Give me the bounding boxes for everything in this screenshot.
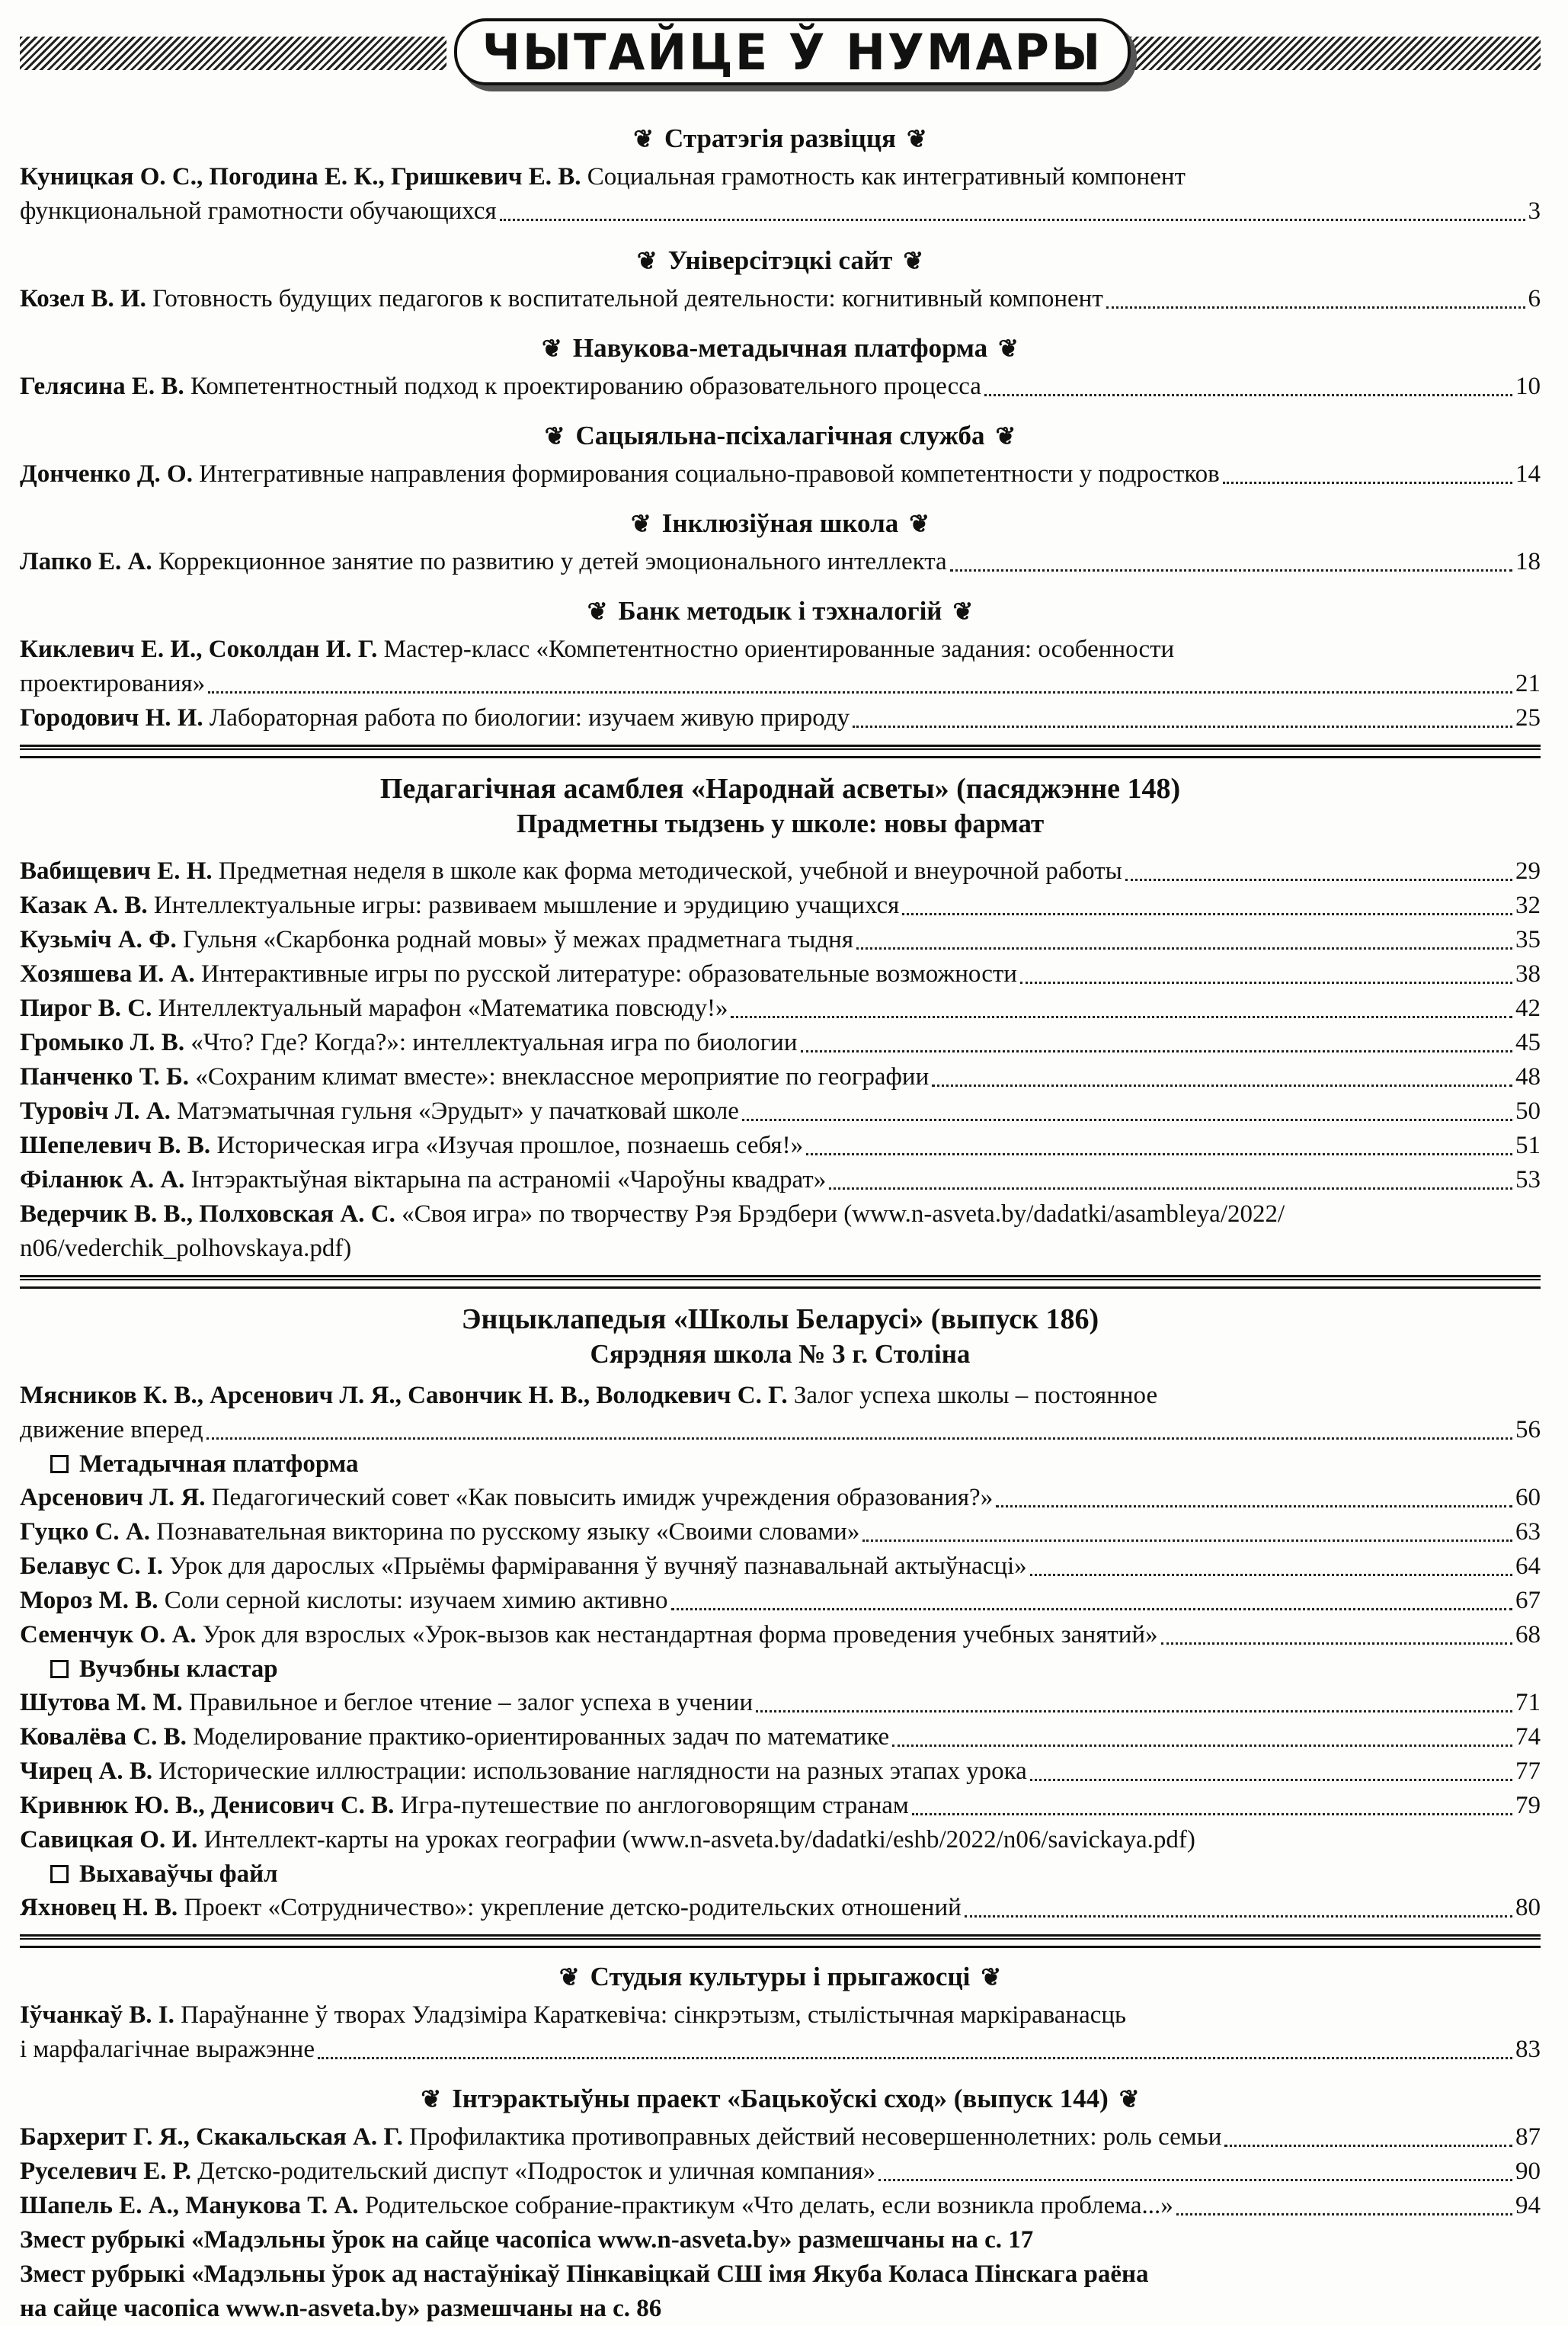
ornament-icon: ❦ — [903, 247, 924, 274]
entry-authors: Белавус С. І. — [20, 1552, 163, 1580]
entry-authors: Шапель Е. А., Манукова Т. А. — [20, 2192, 359, 2219]
toc-entry[interactable] — [20, 923, 1541, 957]
leader-dots — [742, 1118, 1512, 1121]
toc-entry[interactable] — [20, 457, 1541, 492]
entry-authors: Філанюк А. А. — [20, 1166, 185, 1193]
leader-dots — [1030, 1573, 1512, 1576]
toc-entry[interactable] — [20, 1549, 1541, 1584]
entry-title: Параўнанне ў творах Уладзіміра Караткевіча: сінкрэтызм, стылістычная маркіраванасць — [181, 2001, 1127, 2029]
toc-entry[interactable] — [20, 1823, 1541, 1857]
entry-authors: Кузьміч А. Ф. — [20, 926, 177, 953]
entry-page: 29 — [1515, 857, 1541, 885]
entry-page: 67 — [1515, 1587, 1541, 1614]
toc-entry[interactable] — [20, 1515, 1541, 1549]
entry-title: Исторические иллюстрации: использование наглядности на разных этапах урока — [158, 1757, 1027, 1785]
leader-dots — [912, 1812, 1512, 1815]
entry-page: 50 — [1515, 1097, 1541, 1125]
entry-authors: Іўчанкаў В. І. — [20, 2001, 174, 2029]
subsection-entry-list — [20, 1891, 1541, 1925]
entry-page: 10 — [1515, 373, 1541, 400]
entry-page: 18 — [1515, 548, 1541, 575]
toc-entry[interactable] — [20, 992, 1541, 1026]
ornament-icon: ❦ — [909, 510, 930, 537]
toc-entry[interactable] — [20, 545, 1541, 579]
rubric-heading: ❦ Банк методык і тэхналогій ❦ — [587, 596, 974, 626]
entry-authors: Арсенович Л. Я. — [20, 1484, 206, 1511]
rubric-heading: ❦ Інтэрактыўны праект «Бацькоўскі сход» (выпуск 144) ❦ — [421, 2084, 1140, 2113]
subsection-entry-list — [20, 1481, 1541, 1652]
entry-title: Інтэрактыўная віктарына па астраноміі «Чароўны квадрат» — [190, 1166, 827, 1193]
hatch-decoration-left — [20, 37, 446, 70]
contents-page — [0, 14, 1568, 2322]
entry-title: движение вперед — [20, 1416, 203, 1443]
entry-title: Проект «Сотрудничество»: укрепление детско-родительских отношений — [184, 1894, 962, 1921]
entry-title: Урок для дарослых «Прыёмы фарміравання ў вучняў пазнавальнай актыўнасці» — [169, 1552, 1027, 1580]
toc-entry[interactable] — [20, 1060, 1541, 1094]
toc-entry[interactable] — [20, 1720, 1541, 1754]
leader-dots — [1030, 1778, 1512, 1781]
toc-entry[interactable] — [20, 1094, 1541, 1129]
section-title: Энцыклапедыя «Школы Беларусі» (выпуск 186) — [461, 1303, 1099, 1335]
toc-entry[interactable] — [20, 1618, 1541, 1652]
ornament-icon: ❦ — [544, 422, 565, 450]
entry-title: Гульня «Скарбонка роднай мовы» ў межах прадметнага тыдня — [183, 926, 853, 953]
toc-entry[interactable] — [20, 2155, 1541, 2189]
entry-title: «Своя игра» по творчеству Рэя Брэдбери (www.n-asveta.by/dadatki/asambleya/2022/ — [402, 1200, 1285, 1228]
entry-title: Интерактивные игры по русской литературе: образовательные возможности — [201, 960, 1017, 988]
entry-page: 74 — [1515, 1723, 1541, 1751]
entry-page: 21 — [1515, 670, 1541, 697]
entry-page: 71 — [1515, 1689, 1541, 1716]
entry-authors: Куницкая О. С., Погодина Е. К., Гришкевич Е. В. — [20, 163, 581, 191]
leader-dots — [984, 393, 1512, 396]
ornament-icon: ❦ — [952, 598, 974, 625]
toc-entry[interactable] — [20, 1789, 1541, 1823]
entry-authors: Кривнюк Ю. В., Денисович С. В. — [20, 1792, 395, 1819]
entry-authors: Ведерчик В. В., Полховская А. С. — [20, 1200, 395, 1228]
entry-page: 63 — [1515, 1518, 1541, 1546]
entry-authors: Киклевич Е. И., Соколдан И. Г. — [20, 636, 378, 663]
project-entry-list — [20, 2120, 1541, 2223]
leader-dots — [965, 1914, 1512, 1918]
leader-dots — [208, 690, 1512, 694]
leader-dots — [206, 1437, 1512, 1440]
toc-entry[interactable] — [20, 160, 1541, 194]
toc-entry[interactable] — [20, 1197, 1541, 1232]
entry-authors: Лапко Е. А. — [20, 548, 152, 575]
entry-page: 42 — [1515, 995, 1541, 1022]
leader-dots — [996, 1504, 1512, 1507]
entry-title: Лабораторная работа по биологии: изучаем живую природу — [209, 704, 850, 732]
entry-title: Мастер-класс «Компетентностно ориентированные задания: особенности — [383, 636, 1175, 663]
entry-title: Педагогический совет «Как повысить имидж учреждения образования?» — [211, 1484, 994, 1511]
leader-dots — [1106, 306, 1525, 309]
entry-title: Профилактика противоправных действий несовершеннолетних: роль семьи — [409, 2123, 1222, 2151]
toc-entry-continuation — [20, 667, 1541, 701]
entry-authors: Козел В. И. — [20, 285, 146, 312]
entry-authors: Пирог В. С. — [20, 995, 152, 1022]
toc-entry[interactable] — [20, 854, 1541, 889]
toc-entry[interactable] — [20, 1891, 1541, 1925]
entry-authors: Гелясина Е. В. — [20, 373, 184, 400]
toc-entry[interactable] — [20, 957, 1541, 992]
rubric-note: Змест рубрыкі «Мадэльны ўрок ад настаўнікаў Пінкавіцкай СШ імя Якуба Коласа Пінскага раёна — [20, 2260, 1149, 2288]
subsection-heading: Метадычная платформа — [20, 1447, 1541, 1481]
leader-dots — [1020, 981, 1512, 984]
entry-title: Моделирование практико-ориентированных задач по математике — [193, 1723, 890, 1751]
leader-dots — [801, 1049, 1512, 1052]
toc-entry[interactable] — [20, 1686, 1541, 1720]
toc-entry[interactable] — [20, 1481, 1541, 1515]
entry-page: 3 — [1528, 197, 1541, 225]
page-title: ЧЫТАЙЦЕ Ў НУМАРЫ — [482, 22, 1103, 82]
entry-page: 45 — [1515, 1029, 1541, 1056]
section-divider — [20, 1275, 1541, 1289]
entry-page: 14 — [1515, 460, 1541, 488]
entry-title: Предметная неделя в школе как форма методической, учебной и внеурочной работы — [218, 857, 1122, 885]
toc-entry[interactable] — [20, 370, 1541, 404]
leader-dots — [671, 1607, 1512, 1610]
entry-title: Интеллектуальные игры: развиваем мышление и эрудицию учащихся — [153, 892, 900, 919]
entry-page: 80 — [1515, 1894, 1541, 1921]
leader-dots — [902, 912, 1512, 915]
entry-authors: Шепелевич В. В. — [20, 1132, 211, 1159]
leader-dots — [318, 2056, 1512, 2059]
entry-authors: Чирец А. В. — [20, 1757, 153, 1785]
ornament-icon: ❦ — [1118, 2085, 1140, 2113]
toc-entry[interactable] — [20, 1129, 1541, 1163]
ornament-icon: ❦ — [587, 598, 608, 625]
entry-title: Игра-путешествие по англоговорящим странам — [400, 1792, 909, 1819]
ornament-icon: ❦ — [998, 335, 1019, 362]
entry-page: 25 — [1515, 704, 1541, 732]
entry-authors: Савицкая О. И. — [20, 1826, 198, 1853]
entry-title: Урок для взрослых «Урок-вызов как нестандартная форма проведения учебных занятий» — [202, 1621, 1158, 1648]
rubric-heading: ❦ Стратэгія развіцця ❦ — [633, 123, 927, 153]
ornament-icon: ❦ — [558, 1963, 580, 1991]
toc-entry[interactable] — [20, 889, 1541, 923]
entry-title: Соли серной кислоты: изучаем химию активно — [164, 1587, 668, 1614]
ornament-icon: ❦ — [981, 1963, 1002, 1991]
rubric-note: на сайце часопіса www.n-asveta.by» размешчаны на с. 86 — [20, 2295, 662, 2322]
entry-page: 48 — [1515, 1063, 1541, 1091]
rubric-heading: ❦ Інклюзіўная школа ❦ — [630, 508, 930, 538]
toc-entry-continuation — [20, 2033, 1541, 2067]
ornament-icon: ❦ — [633, 125, 654, 152]
entry-title: і марфалагічнае выражэнне — [20, 2036, 315, 2063]
toc-entry[interactable] — [20, 701, 1541, 735]
entry-authors: Бархерит Г. Я., Скакальская А. Г. — [20, 2123, 403, 2151]
rubric-heading: ❦ Студыя культуры і прыгажосці ❦ — [558, 1962, 1002, 1991]
leader-dots — [1176, 2212, 1512, 2215]
entry-authors: Хозяшева И. А. — [20, 960, 195, 988]
subsection-entry-list — [20, 1686, 1541, 1823]
entry-title: Историческая игра «Изучая прошлое, познаешь себя!» — [216, 1132, 804, 1159]
leader-dots — [731, 1015, 1512, 1018]
section-subtitle: Прадметны тыдзень у школе: новы фармат — [516, 809, 1045, 838]
checkbox-square-icon — [50, 1660, 69, 1678]
entry-authors: Туровіч Л. А. — [20, 1097, 171, 1125]
entry-page: 77 — [1515, 1757, 1541, 1785]
ornament-icon: ❦ — [636, 247, 658, 274]
entry-title: Готовность будущих педагогов к воспитательной деятельности: когнитивный компонент — [152, 285, 1103, 312]
entry-page: 94 — [1515, 2192, 1541, 2219]
entry-authors: Семенчук О. А. — [20, 1621, 197, 1648]
entry-authors: Панченко Т. Б. — [20, 1063, 190, 1091]
toc-entry[interactable] — [20, 1998, 1541, 2033]
entry-authors: Ковалёва С. В. — [20, 1723, 187, 1751]
entry-authors: Шутова М. М. — [20, 1689, 183, 1716]
leader-dots — [829, 1187, 1512, 1190]
leader-dots — [853, 725, 1512, 728]
leader-dots — [1224, 2144, 1512, 2147]
leader-dots — [950, 569, 1512, 572]
leader-dots — [878, 2178, 1512, 2181]
entry-page: 53 — [1515, 1166, 1541, 1193]
entry-title: Залог успеха школы – постоянное — [793, 1382, 1158, 1409]
toc-entry-continuation — [20, 194, 1541, 229]
leader-dots — [756, 1709, 1512, 1712]
leader-dots — [500, 218, 1525, 221]
entry-title: «Что? Где? Когда?»: интеллектуальная игра по биологии — [190, 1029, 798, 1056]
entry-title: функциональной грамотности обучающихся — [20, 197, 497, 225]
entry-page: 79 — [1515, 1792, 1541, 1819]
entry-title: Познавательная викторина по русскому языку «Своими словами» — [156, 1518, 860, 1546]
header-banner — [20, 14, 1541, 99]
rubric-note: Змест рубрыкі «Мадэльны ўрок на сайце часопіса www.n-asveta.by» размешчаны на с. 17 — [20, 2226, 1034, 2254]
entry-title: Компетентностный подход к проектированию образовательного процесса — [190, 373, 981, 400]
section-title: Педагагічная асамблея «Народнай асветы» (пасяджэнне 148) — [379, 773, 1181, 805]
ornament-icon: ❦ — [542, 335, 562, 362]
ornament-icon: ❦ — [995, 422, 1016, 450]
leader-dots — [932, 1084, 1512, 1087]
ornament-icon: ❦ — [906, 125, 927, 152]
entry-page: 38 — [1515, 960, 1541, 988]
entry-page: 32 — [1515, 892, 1541, 919]
entry-authors: Донченко Д. О. — [20, 460, 193, 488]
assembly-entry-list — [20, 854, 1541, 1197]
entry-authors: Мороз М. В. — [20, 1587, 158, 1614]
entry-title: Интегративные направления формирования социально-правовой компетентности у подростков — [199, 460, 1220, 488]
toc-entry[interactable] — [20, 2120, 1541, 2155]
entry-title: Правильное и беглое чтение – залог успеха в учении — [189, 1689, 754, 1716]
ornament-icon: ❦ — [421, 2085, 442, 2113]
entry-authors: Вабищевич Е. Н. — [20, 857, 213, 885]
entry-page: 64 — [1515, 1552, 1541, 1580]
entry-title: Матэматычная гульня «Эрудыт» у пачатковай школе — [177, 1097, 739, 1125]
rubric-heading: ❦ Сацыяльна-псіхалагічная служба ❦ — [544, 421, 1016, 450]
entry-authors: Руселевич Е. Р. — [20, 2158, 191, 2185]
ornament-icon: ❦ — [630, 510, 651, 537]
entry-authors: Яхновец Н. В. — [20, 1894, 178, 1921]
hatch-decoration-right — [1114, 37, 1541, 70]
toc-entry[interactable] — [20, 1754, 1541, 1789]
entry-page: 51 — [1515, 1132, 1541, 1159]
entry-page: 87 — [1515, 2123, 1541, 2151]
section-divider — [20, 1934, 1541, 1948]
toc-entry-continuation — [20, 1413, 1541, 1447]
entry-authors: Городович Н. И. — [20, 704, 203, 732]
toc-entry[interactable] — [20, 633, 1541, 667]
entry-title: Коррекционное занятие по развитию у детей эмоционального интеллекта — [158, 548, 947, 575]
entry-title: Родительское собрание-практикум «Что делать, если возникла проблема...» — [364, 2192, 1173, 2219]
entry-page: 6 — [1528, 285, 1541, 312]
entry-authors: Мясников К. В., Арсенович Л. Я., Савончик Н. В., Володкевич С. Г. — [20, 1382, 788, 1409]
checkbox-square-icon — [50, 1865, 69, 1883]
entry-title: Интеллектуальный марафон «Математика повсюду!» — [158, 995, 728, 1022]
toc-entry[interactable] — [20, 1163, 1541, 1197]
entry-authors: Гуцко С. А. — [20, 1518, 150, 1546]
leader-dots — [862, 1539, 1512, 1542]
rubric-heading: ❦ Навукова-метадычная платформа ❦ — [542, 333, 1019, 363]
entry-page: 68 — [1515, 1621, 1541, 1648]
toc-entry-continuation: n06/vederchik_polhovskaya.pdf) — [20, 1235, 352, 1262]
leader-dots — [892, 1744, 1512, 1747]
entry-page: 60 — [1515, 1484, 1541, 1511]
subsection-heading: Вучэбны кластар — [20, 1652, 1541, 1686]
entry-authors: Громыко Л. В. — [20, 1029, 185, 1056]
toc-entry[interactable] — [20, 282, 1541, 316]
entry-page: 90 — [1515, 2158, 1541, 2185]
leader-dots — [806, 1152, 1512, 1155]
leader-dots — [1223, 481, 1512, 484]
entry-title: проектирования» — [20, 670, 206, 697]
toc-entry[interactable] — [20, 1584, 1541, 1618]
entry-page: 56 — [1515, 1416, 1541, 1443]
section-divider — [20, 745, 1541, 758]
rubric-heading: ❦ Універсітэцкі сайт ❦ — [636, 245, 924, 275]
entry-title: «Сохраним климат вместе»: внеклассное мероприятие по географии — [195, 1063, 930, 1091]
entry-title: Интеллект-карты на уроках географии (www.n-asveta.by/dadatki/eshb/2022/n06/savickaya.pdf) — [203, 1826, 1195, 1853]
entry-authors: Казак А. В. — [20, 892, 148, 919]
entry-page: 35 — [1515, 926, 1541, 953]
section-subtitle: Сярэдняя школа № 3 г. Століна — [590, 1339, 971, 1369]
subsection-heading: Выхаваўчы файл — [20, 1857, 1541, 1891]
checkbox-square-icon — [50, 1455, 69, 1473]
leader-dots — [1125, 878, 1512, 881]
toc-entry[interactable] — [20, 2189, 1541, 2223]
toc-entry[interactable] — [20, 1379, 1541, 1413]
leader-dots — [856, 947, 1512, 950]
leader-dots — [1161, 1642, 1512, 1645]
toc-entry[interactable] — [20, 1026, 1541, 1060]
entry-page: 83 — [1515, 2036, 1541, 2063]
header-plate — [454, 18, 1131, 85]
entry-title: Социальная грамотность как интегративный компонент — [587, 163, 1186, 191]
entry-title: Детско-родительский диспут «Подросток и уличная компания» — [197, 2158, 876, 2185]
